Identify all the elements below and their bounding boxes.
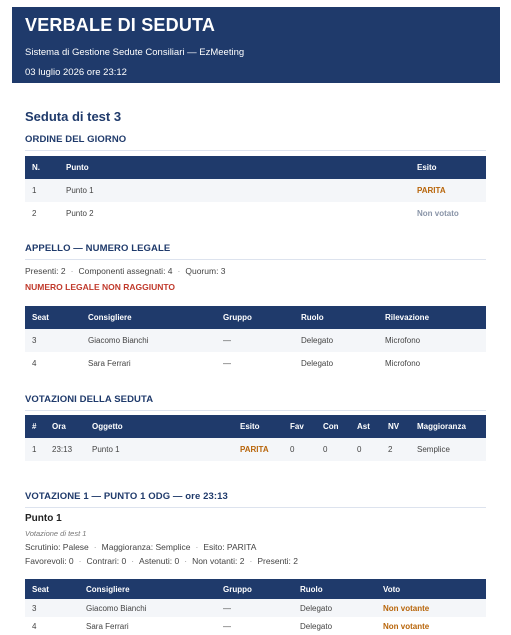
vote1-col-gruppo: Gruppo (216, 579, 293, 599)
consigliere: Giacomo Bianchi (79, 599, 216, 617)
voto: Non votante (376, 599, 486, 617)
votes-col-con: Con (316, 415, 350, 438)
consigliere: Sara Ferrari (86, 621, 129, 631)
ruolo: Delegato (293, 599, 376, 617)
rollcall-col-ruolo: Ruolo (294, 306, 378, 329)
report-title: VERBALE DI SEDUTA (25, 15, 216, 35)
votes-table (25, 415, 486, 461)
vote-n: 1 (25, 438, 45, 461)
agenda-table (25, 156, 486, 225)
vote-ast: 0 (350, 438, 381, 461)
table-row (25, 179, 486, 202)
rollcall-heading: APPELLO — NUMERO LEGALE (25, 243, 486, 260)
gruppo: — (216, 599, 293, 617)
rollcall-table (25, 306, 486, 375)
gruppo: — (223, 359, 231, 368)
vote1-description: Votazione di test 1 (25, 529, 87, 538)
seat: 3 (25, 599, 79, 617)
consigliere: Giacomo Bianchi (81, 329, 216, 352)
vote1-presenti: Presenti: 2 (257, 556, 298, 566)
rollcall-col-seat: Seat (25, 306, 81, 329)
rollcall-presenti: Presenti: 2 (25, 266, 66, 276)
vote-esito: PARITA (233, 438, 283, 461)
seat: 4 (32, 621, 37, 631)
rollcall-componenti: Componenti assegnati: 4 (78, 266, 173, 276)
agenda-col-n: N. (25, 156, 59, 179)
agenda-esito: Non votato (417, 209, 459, 218)
rilevazione: Microfono (378, 329, 486, 352)
seat: 3 (25, 329, 81, 352)
vote1-counts: Favorevoli: 0 · Contrari: 0 · Astenuti: 0 · Non votanti: 2 · Presenti: 2 (25, 556, 298, 566)
votes-col-oggetto: Oggetto (85, 415, 233, 438)
agenda-n: 1 (25, 179, 59, 202)
ruolo: Delegato (301, 359, 334, 368)
votes-col-fav: Fav (283, 415, 316, 438)
vote1-col-ruolo: Ruolo (293, 579, 376, 599)
vote-maggioranza: Semplice (410, 438, 486, 461)
vote1-col-voto: Voto (376, 579, 486, 599)
votes-col-esito: Esito (233, 415, 283, 438)
voto: Non votante (383, 621, 430, 631)
report-subtitle: Sistema di Gestione Sedute Consiliari — EzMeeting (25, 47, 245, 58)
gruppo: — (216, 329, 294, 352)
rollcall-quorum: Quorum: 3 (185, 266, 226, 276)
rollcall-col-gruppo: Gruppo (216, 306, 294, 329)
votes-col-ast: Ast (350, 415, 381, 438)
ruolo: Delegato (300, 621, 333, 631)
rilevazione: Microfono (385, 359, 421, 368)
vote-ora: 23:13 (45, 438, 85, 461)
vote1-favorevoli: Favorevoli: 0 (25, 556, 74, 566)
vote-oggetto: Punto 1 (85, 438, 233, 461)
votes-col-ora: Ora (45, 415, 85, 438)
vote1-heading: VOTAZIONE 1 — PUNTO 1 ODG — ore 23:13 (25, 491, 486, 508)
ruolo: Delegato (294, 329, 378, 352)
vote-nv: 2 (381, 438, 410, 461)
vote1-scrutinio: Scrutinio: Palese (25, 542, 89, 552)
agenda-n: 2 (32, 209, 37, 218)
table-row (25, 329, 486, 352)
table-row (25, 352, 486, 375)
votes-col-maggioranza: Maggioranza (410, 415, 486, 438)
vote-con: 0 (316, 438, 350, 461)
agenda-col-esito: Esito (410, 156, 486, 179)
votes-heading: VOTAZIONI DELLA SEDUTA (25, 394, 486, 411)
vote1-contrari: Contrari: 0 (86, 556, 127, 566)
table-row (25, 617, 486, 635)
vote1-nonvotanti: Non votanti: 2 (192, 556, 245, 566)
consigliere: Sara Ferrari (88, 359, 131, 368)
agenda-heading: ORDINE DEL GIORNO (25, 134, 486, 151)
agenda-esito: PARITA (410, 179, 486, 202)
report-datetime: 03 luglio 2026 ore 23:12 (25, 67, 127, 78)
table-row (25, 599, 486, 617)
session-title: Seduta di test 3 (25, 109, 122, 124)
table-row (25, 202, 486, 225)
votes-col-nv: NV (381, 415, 410, 438)
agenda-punto: Punto 1 (59, 179, 410, 202)
gruppo: — (223, 621, 231, 631)
vote1-meta: Scrutinio: Palese · Maggioranza: Semplice · Esito: PARITA (25, 542, 257, 552)
report-header (12, 7, 500, 83)
rollcall-col-rilevazione: Rilevazione (378, 306, 486, 329)
seat: 4 (32, 359, 37, 368)
vote1-title: Punto 1 (25, 513, 62, 524)
agenda-punto: Punto 2 (66, 209, 94, 218)
vote-fav: 0 (283, 438, 316, 461)
agenda-col-punto: Punto (59, 156, 410, 179)
votes-col-n: # (25, 415, 45, 438)
vote1-esito: Esito: PARITA (203, 542, 257, 552)
rollcall-summary: Presenti: 2 · Componenti assegnati: 4 · Quorum: 3 (25, 266, 226, 276)
quorum-status: NUMERO LEGALE NON RAGGIUNTO (25, 282, 176, 292)
vote1-col-consigliere: Consigliere (79, 579, 216, 599)
vote1-table (25, 579, 486, 635)
rollcall-col-consigliere: Consigliere (81, 306, 216, 329)
vote1-astenuti: Astenuti: 0 (139, 556, 180, 566)
table-row (25, 438, 486, 461)
vote1-col-seat: Seat (25, 579, 79, 599)
vote1-maggioranza: Maggioranza: Semplice (101, 542, 191, 552)
